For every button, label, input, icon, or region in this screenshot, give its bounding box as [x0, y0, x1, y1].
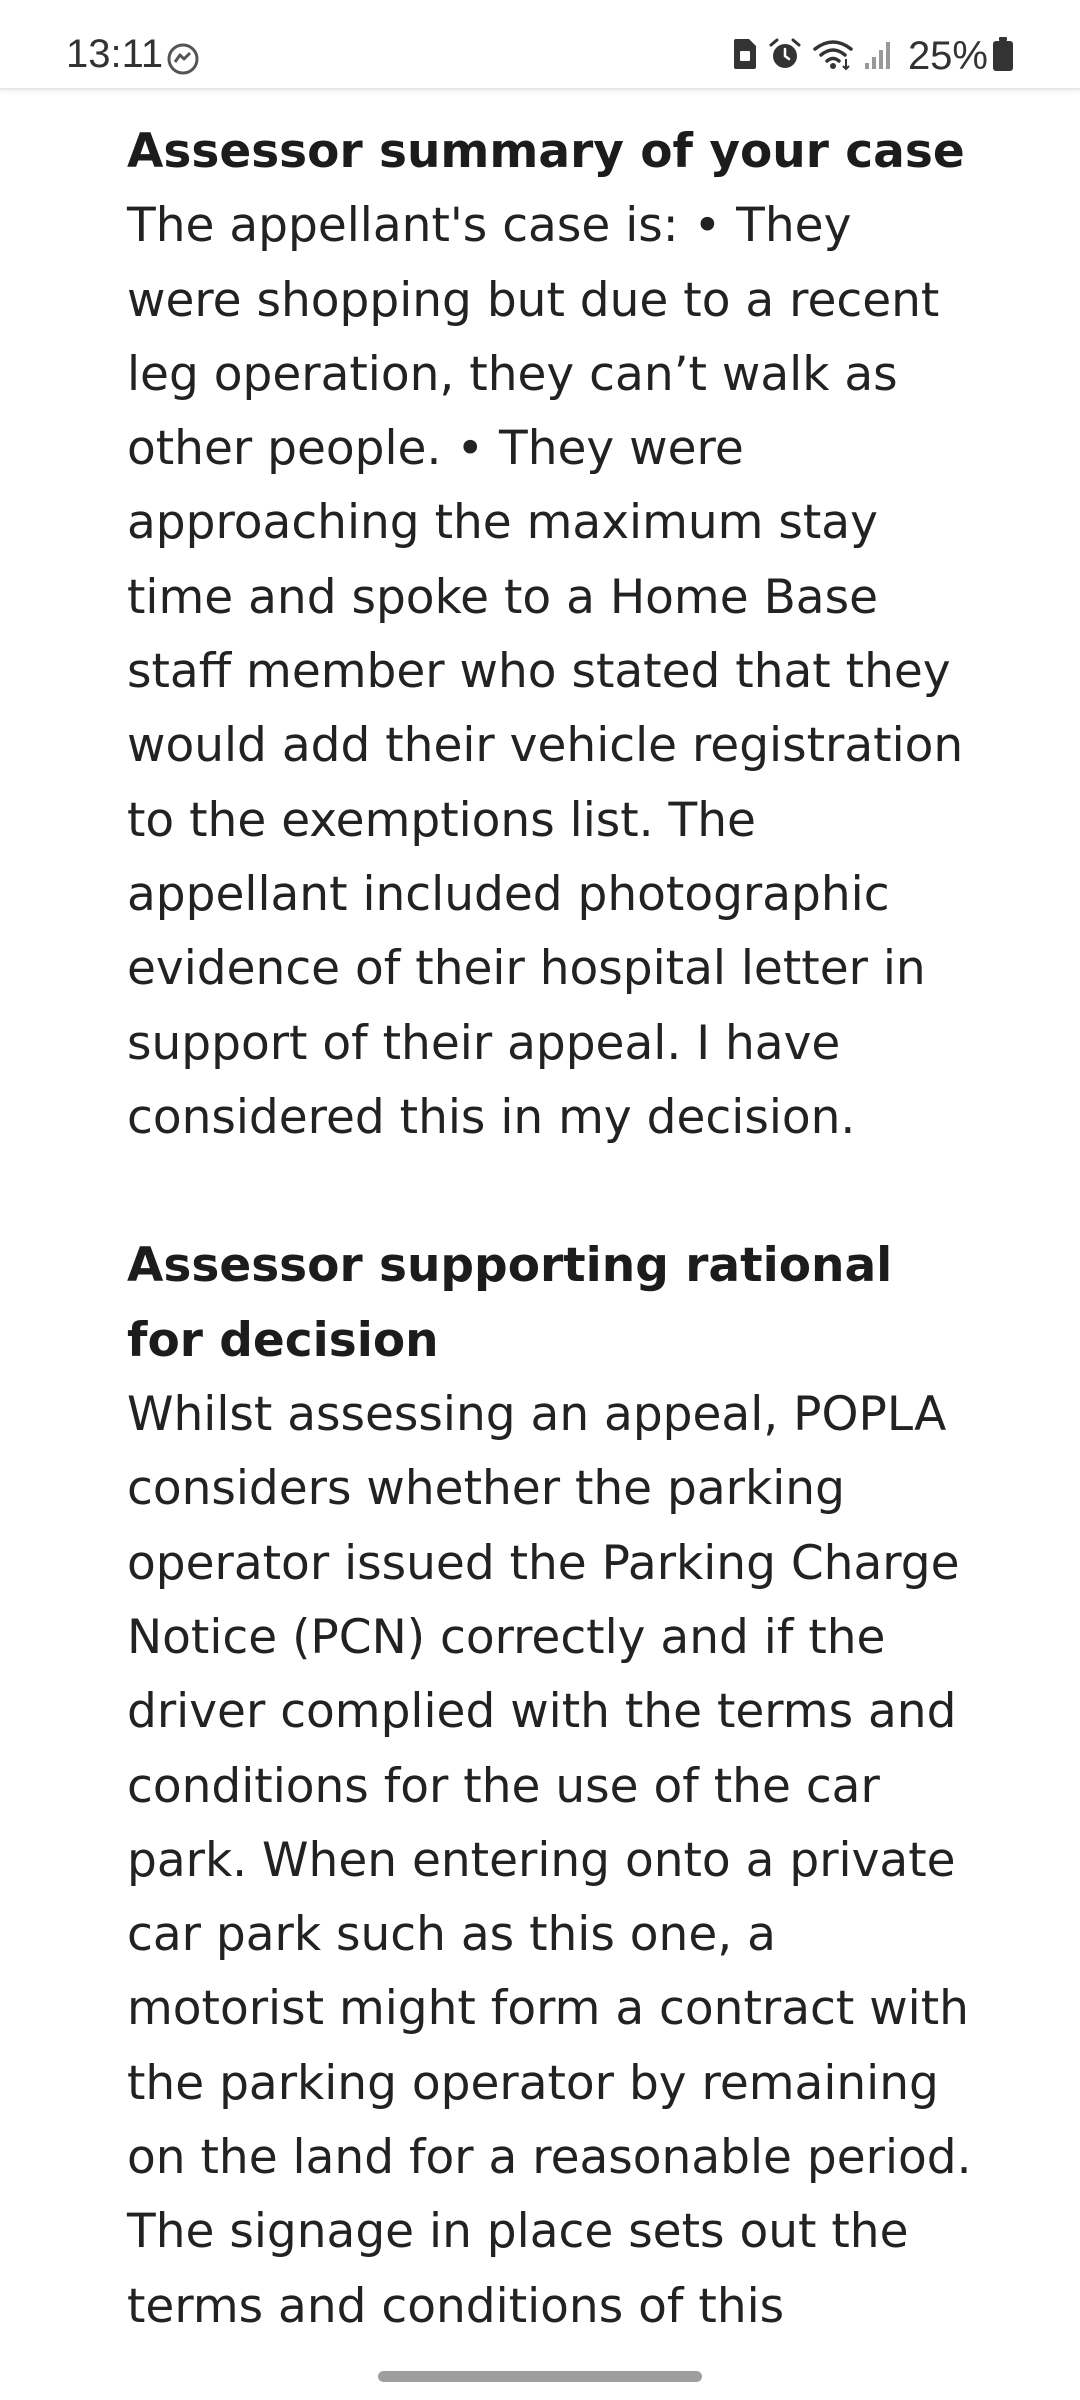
battery-icon: [992, 36, 1014, 76]
decision-rationale-heading: Assessor supporting rational for decision: [127, 1238, 893, 1368]
decision-rationale-body: Whilst assessing an appeal, POPLA considers whether the parking operator issued the Parking Charge Notice (PCN) correctly and if the driver complied with the terms and conditions for the use of the car park. When entering onto a private car park such as this one, a motorist might form a contract with the parking operator by remaining on the land for a reasonable period. The signage in place sets out the terms and conditions of this: [127, 1387, 972, 2334]
battery-percent: 25%: [907, 34, 988, 78]
signal-icon: [864, 37, 894, 75]
wifi-icon: [812, 37, 854, 75]
case-summary-heading: Assessor summary of your case: [127, 124, 965, 179]
alarm-icon: [768, 37, 802, 75]
home-indicator[interactable]: [378, 2371, 702, 2382]
status-icons: [722, 34, 1014, 78]
sim-icon: [732, 37, 758, 75]
status-bar: [0, 0, 1080, 90]
case-summary-section: [127, 115, 977, 1155]
decision-rationale-section: [127, 1229, 977, 2343]
document-content: [127, 115, 977, 2344]
messenger-icon: [166, 42, 200, 76]
status-time: 13:11: [66, 32, 164, 76]
case-summary-body: The appellant's case is: • They were shopping but due to a recent leg operation, they can’t walk as other people. • They were approaching the maximum stay time and spoke to a Home Base staff member who stated that they would add their vehicle registration to the exemptions list. The appellant included photographic evidence of their hospital letter in support of their appeal. I have considered this in my decision.: [127, 198, 964, 1145]
section-spacer: [127, 1155, 977, 1229]
